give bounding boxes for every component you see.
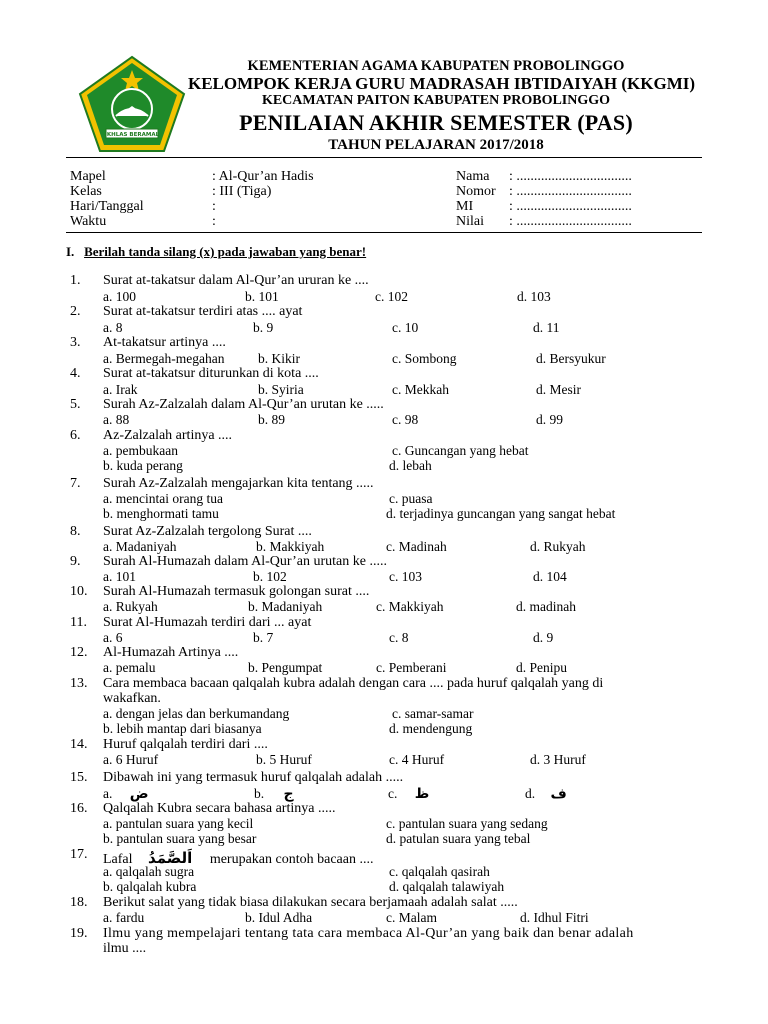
- answer-option[interactable]: d. Idhul Fitri: [520, 910, 589, 925]
- option-letter: c.: [388, 786, 398, 801]
- question-number: 7.: [70, 476, 81, 491]
- question-number: 6.: [70, 428, 81, 443]
- answer-option[interactable]: b. 102: [253, 569, 287, 584]
- answer-option[interactable]: a. mencintai orang tua: [103, 491, 223, 506]
- answer-option[interactable]: [388, 786, 429, 802]
- question-number: 12.: [70, 645, 88, 660]
- answer-option[interactable]: d. Penipu: [516, 660, 568, 675]
- arabic-word: اَلصَّمَدُ: [148, 849, 193, 867]
- page-title: PENILAIAN AKHIR SEMESTER (PAS): [239, 110, 633, 135]
- section-number: I.: [66, 244, 75, 259]
- question-text: Qalqalah Kubra secara bahasa artinya .....: [103, 801, 336, 816]
- identity-label: Nomor: [456, 184, 496, 199]
- answer-option[interactable]: [525, 786, 567, 802]
- question-number: 3.: [70, 335, 81, 350]
- answer-option[interactable]: b. Makkiyah: [256, 539, 325, 554]
- question-text: Ilmu yang mempelajari tentang tata cara membaca Al-Qur’an yang baik dan benar adalah: [103, 926, 634, 941]
- answer-option[interactable]: d. lebah: [389, 458, 432, 473]
- answer-option[interactable]: a. 88: [103, 412, 130, 427]
- question-text: Surah Az-Zalzalah dalam Al-Qur’an urutan ke .....: [103, 397, 384, 412]
- ministry-logo: [76, 54, 188, 154]
- answer-option[interactable]: c. pantulan suara yang sedang: [386, 816, 548, 831]
- identity-label: MI: [456, 199, 474, 214]
- question-text: Surat at-takatsur dalam Al-Qur’an ururan ke ....: [103, 273, 369, 288]
- answer-option[interactable]: a. Madaniyah: [103, 539, 177, 554]
- answer-option[interactable]: b. 7: [253, 630, 274, 645]
- question-text: Az-Zalzalah artinya ....: [103, 428, 233, 443]
- identity-value: :: [212, 214, 216, 229]
- score-field[interactable]: : .................................: [509, 214, 632, 229]
- answer-option[interactable]: c. Guncangan yang hebat: [392, 443, 529, 458]
- answer-option[interactable]: d. 103: [517, 289, 551, 304]
- question-text: Surah Az-Zalzalah mengajarkan kita tentang .....: [103, 476, 374, 491]
- header-divider-bottom: [66, 232, 702, 233]
- answer-option[interactable]: c. Madinah: [386, 539, 447, 554]
- answer-option[interactable]: c. samar-samar: [392, 706, 474, 721]
- question-text: Surat Az-Zalzalah tergolong Surat ....: [103, 524, 312, 539]
- answer-option[interactable]: a. pantulan suara yang kecil: [103, 816, 254, 831]
- question-text: Surat at-takatsur diturunkan di kota ....: [103, 366, 319, 381]
- answer-option[interactable]: d. 9: [533, 630, 554, 645]
- answer-option[interactable]: b. Kikir: [258, 351, 300, 366]
- answer-option[interactable]: d. 11: [533, 320, 560, 335]
- option-letter: b.: [254, 786, 265, 801]
- question-number: 4.: [70, 366, 81, 381]
- arabic-letter: ظ: [414, 786, 430, 802]
- identity-label: Nama: [456, 169, 490, 184]
- answer-option[interactable]: d. patulan suara yang tebal: [386, 831, 531, 846]
- question-number: 5.: [70, 397, 81, 412]
- answer-option[interactable]: c. Malam: [386, 910, 437, 925]
- answer-option[interactable]: c. 8: [389, 630, 409, 645]
- answer-option[interactable]: c. 103: [389, 569, 422, 584]
- answer-option[interactable]: c. 102: [375, 289, 408, 304]
- answer-option[interactable]: d. Bersyukur: [536, 351, 606, 366]
- answer-option[interactable]: c. Pemberani: [376, 660, 447, 675]
- identity-label: Hari/Tanggal: [70, 199, 144, 214]
- answer-option[interactable]: d. 3 Huruf: [530, 752, 586, 767]
- answer-option[interactable]: d. terjadinya guncangan yang sangat hebat: [386, 506, 616, 521]
- identity-label: Mapel: [70, 169, 106, 184]
- arabic-letter: ج: [283, 786, 294, 802]
- question-number: 13.: [70, 676, 88, 691]
- identity-value: : III (Tiga): [212, 184, 272, 199]
- answer-option[interactable]: b. lebih mantap dari biasanya: [103, 721, 262, 736]
- answer-option[interactable]: d. Rukyah: [530, 539, 586, 554]
- question-number: 10.: [70, 584, 88, 599]
- answer-option[interactable]: d. 104: [533, 569, 567, 584]
- question-number: 1.: [70, 273, 81, 288]
- question-text: Cara membaca bacaan qalqalah kubra adalah dengan cara .... pada huruf qalqalah yang di: [103, 676, 604, 691]
- answer-option[interactable]: a. 6: [103, 630, 123, 645]
- answer-option[interactable]: c. Sombong: [392, 351, 457, 366]
- identity-label: Nilai: [456, 214, 484, 229]
- header-divider-top: [66, 157, 702, 158]
- header-line-kkgmi: KELOMPOK KERJA GURU MADRASAH IBTIDAIYAH (KKGMI): [188, 74, 696, 93]
- answer-option[interactable]: b. pantulan suara yang besar: [103, 831, 257, 846]
- answer-option[interactable]: a. 6 Huruf: [103, 752, 159, 767]
- question-text: At-takatsur artinya ....: [103, 335, 226, 350]
- identity-value: : Al-Qur’an Hadis: [212, 169, 314, 184]
- answer-option[interactable]: a. pembukaan: [103, 443, 178, 458]
- question-number: 15.: [70, 770, 88, 785]
- answer-option[interactable]: b. Syiria: [258, 382, 304, 397]
- question-text: Surah Al-Humazah termasuk golongan surat ....: [103, 584, 370, 599]
- question-number: 8.: [70, 524, 81, 539]
- question-number: 17.: [70, 847, 88, 862]
- answer-option[interactable]: a. 100: [103, 289, 136, 304]
- answer-option[interactable]: [254, 786, 294, 802]
- question-number: 19.: [70, 926, 88, 941]
- answer-option[interactable]: c. 4 Huruf: [389, 752, 445, 767]
- question-number: 14.: [70, 737, 88, 752]
- identity-label: Waktu: [70, 214, 107, 229]
- question-number: 9.: [70, 554, 81, 569]
- option-letter: a.: [103, 786, 113, 801]
- answer-option[interactable]: c. 10: [392, 320, 419, 335]
- section-instruction: Berilah tanda silang (x) pada jawaban yang benar!: [84, 244, 367, 259]
- header-line-district: KECAMATAN PAITON KABUPATEN PROBOLINGGO: [261, 93, 611, 108]
- question-text: Huruf qalqalah terdiri dari ....: [103, 737, 268, 752]
- name-field[interactable]: : .................................: [509, 169, 632, 184]
- answer-option[interactable]: c. puasa: [389, 491, 433, 506]
- answer-option[interactable]: b. 9: [253, 320, 274, 335]
- arabic-letter: ف: [550, 786, 567, 802]
- answer-option[interactable]: c. qalqalah qasirah: [389, 864, 490, 879]
- question-text: Surah Al-Humazah dalam Al-Qur’an urutan ke .....: [103, 554, 387, 569]
- section-heading: [66, 244, 366, 260]
- question-text-continued: ilmu ....: [103, 941, 147, 956]
- question-text: Surat Al-Humazah terdiri dari ... ayat: [103, 615, 312, 630]
- question-text: Dibawah ini yang termasuk huruf qalqalah adalah .....: [103, 770, 404, 785]
- identity-value: :: [212, 199, 216, 214]
- answer-option[interactable]: b. 5 Huruf: [256, 752, 312, 767]
- answer-option[interactable]: c. Makkiyah: [376, 599, 444, 614]
- answer-option[interactable]: d. madinah: [516, 599, 576, 614]
- answer-option[interactable]: [103, 786, 149, 802]
- question-text-continued: wakafkan.: [103, 691, 161, 706]
- question-number: 2.: [70, 304, 81, 319]
- answer-option[interactable]: d. Mesir: [536, 382, 581, 397]
- question-number: 18.: [70, 895, 88, 910]
- answer-option[interactable]: c. Mekkah: [392, 382, 449, 397]
- answer-option[interactable]: a. dengan jelas dan berkumandang: [103, 706, 290, 721]
- answer-option[interactable]: a. Irak: [103, 382, 138, 397]
- question-number: 16.: [70, 801, 88, 816]
- answer-option[interactable]: a. Bermegah-megahan: [103, 351, 225, 366]
- answer-option[interactable]: b. Madaniyah: [248, 599, 323, 614]
- answer-option[interactable]: a. Rukyah: [103, 599, 158, 614]
- question-text-after: merupakan contoh bacaan ....: [209, 852, 374, 867]
- question-text-before: Lafal: [103, 852, 133, 867]
- answer-option[interactable]: c. 98: [392, 412, 419, 427]
- answer-option[interactable]: a. 8: [103, 320, 123, 335]
- answer-option[interactable]: a. qalqalah sugra: [103, 864, 195, 879]
- ministry-emblem-icon: [76, 54, 188, 154]
- question-text: Berikut salat yang tidak biasa dilakukan secara berjamaah adalah salat .....: [103, 895, 518, 910]
- logo-banner-text: IKHLAS BERAMAL: [104, 132, 160, 138]
- header-line-ministry: KEMENTERIAN AGAMA KABUPATEN PROBOLINGGO: [247, 58, 625, 74]
- answer-option[interactable]: b. 101: [245, 289, 279, 304]
- answer-option[interactable]: d. qalqalah talawiyah: [389, 879, 505, 894]
- answer-option[interactable]: b. menghormati tamu: [103, 506, 219, 521]
- answer-option[interactable]: a. 101: [103, 569, 136, 584]
- arabic-letter: ض: [129, 786, 149, 802]
- answer-option[interactable]: b. Idul Adha: [245, 910, 313, 925]
- number-field[interactable]: : .................................: [509, 184, 632, 199]
- option-letter: d.: [525, 786, 536, 801]
- page-subtitle: TAHUN PELAJARAN 2017/2018: [328, 137, 544, 153]
- question-number: 11.: [70, 615, 87, 630]
- question-text: Al-Humazah Artinya ....: [103, 645, 239, 660]
- answer-option[interactable]: a. fardu: [103, 910, 145, 925]
- answer-option[interactable]: d. mendengung: [389, 721, 473, 736]
- answer-option[interactable]: b. qalqalah kubra: [103, 879, 197, 894]
- answer-option[interactable]: b. Pengumpat: [248, 660, 323, 675]
- answer-option[interactable]: a. pemalu: [103, 660, 156, 675]
- answer-option[interactable]: b. 89: [258, 412, 285, 427]
- identity-label: Kelas: [70, 184, 102, 199]
- answer-option[interactable]: b. kuda perang: [103, 458, 183, 473]
- answer-option[interactable]: d. 99: [536, 412, 563, 427]
- school-field[interactable]: : .................................: [509, 199, 632, 214]
- question-text: Surat at-takatsur terdiri atas .... ayat: [103, 304, 303, 319]
